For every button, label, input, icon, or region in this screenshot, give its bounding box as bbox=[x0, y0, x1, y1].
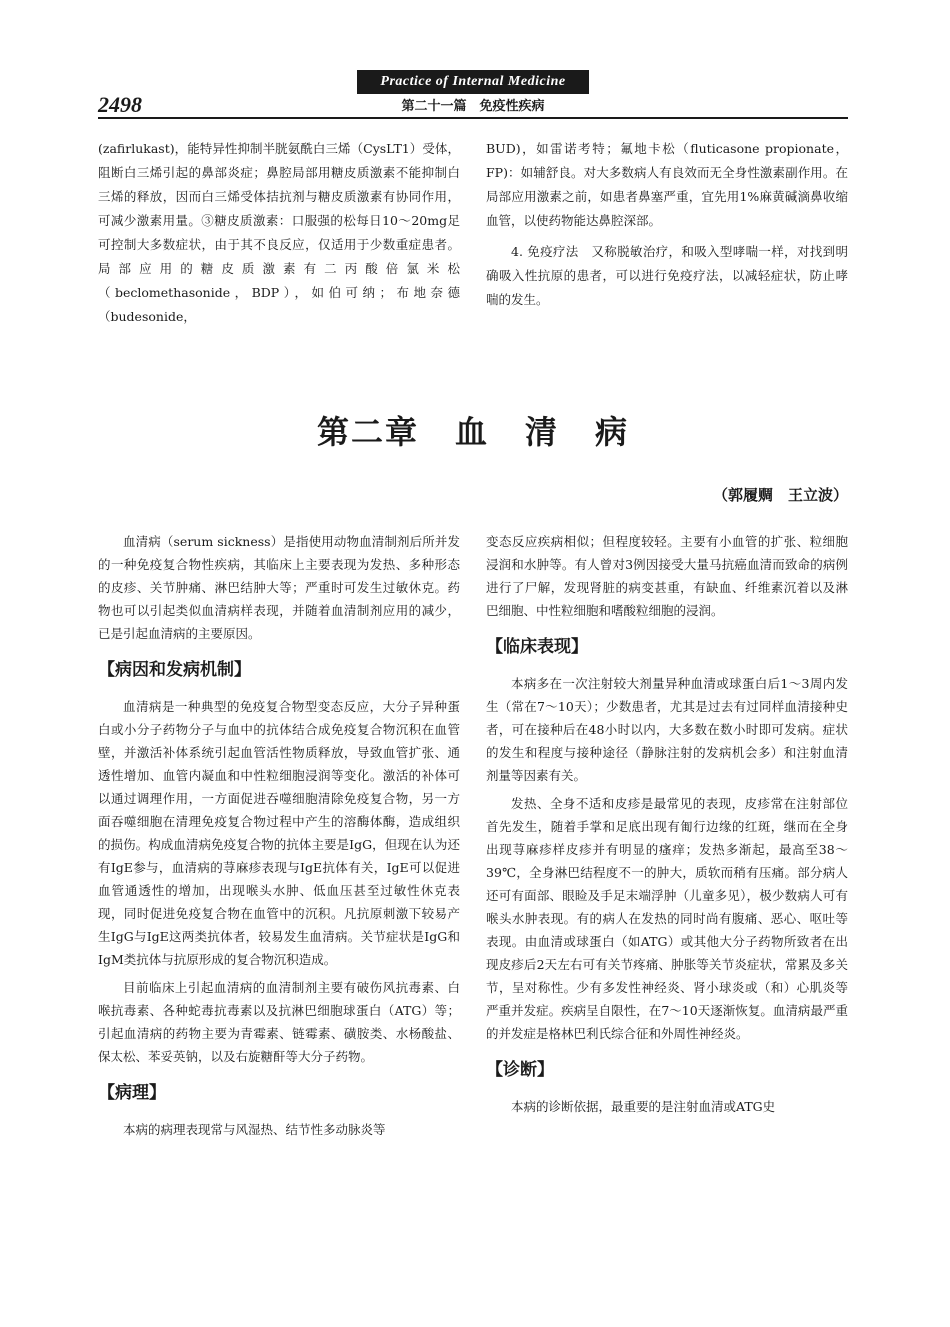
clinical-paragraph-2: 发热、全身不适和皮疹是最常见的表现，皮疹常在注射部位首先发生，随着手掌和足底出现有匍行边缘的红斑，继而在全身出现荨麻疹样皮疹并有明显的瘙痒；发热多渐起，最高至38～39℃，全身淋巴结程度不一的肿大，质软而稍有压痛。部分病人还可有面部、眼睑及手足末端浮肿（儿童多见），极少数病人可有喉头水肿表现。有的病人在发热的同时尚有腹痛、恶心、呕吐等表现。由血清或球蛋白（如ATG）或其他大分子药物所致者在出现皮疹后2天左右可有关节疼痛、肿胀等关节炎症状，常累及多关节，呈对称性。少有多发性神经炎、肾小球炎或（和）心肌炎等严重并发症。疾病呈自限性，在7～10天逐渐恢复。血清病最严重的并发症是格林巴利氏综合征和外周性神经炎。 bbox=[486, 796, 848, 1041]
chapter-authors: （郭履赒 王立波） bbox=[712, 486, 848, 504]
etiology-paragraph-1: 血清病是一种典型的免疫复合物型变态反应，大分子异种蛋白或小分子药物分子与血中的抗体结合成免疫复合物沉积在血管壁，并激活补体系统引起血管活性物质释放，导致血管扩张、通透性增加、血管内凝血和中性粒细胞浸润等变化。激活的补体可以通过调理作用，一方面促进吞噬细胞清除免疫复合物，另一方面吞噬细胞在清理免疫复合物过程中产生的溶酶体酶，造成组织的损伤。构成血清病免疫复合物的抗体主要是IgG，但现在认为还有IgE参与，血清病的荨麻疹表现与IgE抗体有关，IgE可以促进血管通透性的增加，出现喉头水肿、低血压甚至过敏性休克表现，同时促进免疫复合物在血管中的沉积。凡抗原刺激下较易产生IgG与IgE这两类抗体者，较易发生血清病。关节症状是IgG和IgM类抗体与抗原形成的复合物沉积造成。 bbox=[98, 699, 460, 967]
chapter-char-1: 血 bbox=[454, 413, 489, 451]
heading-diagnosis: 【诊断】 bbox=[486, 1060, 554, 1080]
page-number: 2498 bbox=[98, 92, 142, 117]
left-column bbox=[98, 530, 460, 1141]
diagnosis-paragraph-start: 本病的诊断依据，最重要的是注射血清或ATG史 bbox=[511, 1099, 776, 1114]
pathology-paragraph-start: 本病的病理表现常与风湿热、结节性多动脉炎等 bbox=[123, 1122, 386, 1137]
clinical-paragraph-1: 本病多在一次注射较大剂量异种血清或球蛋白后1～3周内发生（常在7～10天）；少数患者，尤其是过去有过同样血清接种史者，可在接种后在48小时以内，大多数在数小时即可发病。症状的发生和程度与接种途径（静脉注射的发病机会多）和注射血清剂量等因素有关。 bbox=[486, 676, 848, 783]
chapter-number: 第二章 bbox=[316, 413, 419, 451]
heading-etiology: 【病因和发病机制】 bbox=[98, 660, 251, 680]
top-left-column bbox=[98, 137, 460, 329]
top-left-paragraph: (zafirlukast)，能特异性抑制半胱氨酰白三烯（CysLT1）受体，阻断白三烯引起的鼻部炎症；鼻腔局部用糖皮质激素不能抑制白三烯的释放，因而白三烯受体拮抗剂与糖皮质激素有协同作用，可减少激素用量。③糖皮质激素：口服强的松每日10～20mg足可控制大多数症状，由于其不良反应，仅适用于少数重症患者。局部应用的糖皮质激素有二丙酸倍氯米松（beclomethasonide，BDP），如伯可纳；布地奈德（budesonide， bbox=[98, 141, 460, 324]
top-right-paragraph-1: BUD)，如雷诺考特；氟地卡松（fluticasone propionate，FP)：如辅舒良。对大多数病人有良效而无全身性激素副作用。在局部应用激素之前，如患者鼻塞严重，宜先用1%麻黄碱滴鼻收缩血管，以使药物能达鼻腔深部。 bbox=[486, 141, 848, 228]
header-rule bbox=[98, 117, 848, 119]
chapter-char-3: 病 bbox=[595, 413, 630, 451]
pathology-paragraph-cont: 变态反应疾病相似；但程度较轻。主要有小血管的扩张、粒细胞浸润和水肿等。有人曾对3例因接受大量马抗癌血清而致命的病例进行了尸解，发现肾脏的病变甚重，有缺血、纤维素沉着以及淋巴细胞、中性粒细胞和嗜酸粒细胞的浸润。 bbox=[486, 534, 848, 618]
intro-paragraph: 血清病（serum sickness）是指使用动物血清制剂后所并发的一种免疫复合物性疾病，其临床上主要表现为发热、多种形态的皮疹、关节肿痛、淋巴结肿大等；严重时可发生过敏休克。药物也可以引起类似血清病样表现，并随着血清制剂应用的减少，已是引起血清病的主要原因。 bbox=[98, 534, 460, 641]
top-right-paragraph-2: 4. 免疫疗法 又称脱敏治疗，和吸入型哮喘一样，对找到明确吸入性抗原的患者，可以进行免疫疗法，以减轻症状，防止哮喘的发生。 bbox=[486, 244, 848, 307]
heading-clinical: 【临床表现】 bbox=[486, 637, 588, 657]
chapter-title bbox=[98, 410, 848, 454]
heading-pathology: 【病理】 bbox=[98, 1083, 166, 1103]
right-column bbox=[486, 530, 848, 1118]
section-title: 第二十一篇 免疫性疾病 bbox=[401, 99, 545, 114]
chapter-char-2: 清 bbox=[525, 413, 560, 451]
etiology-paragraph-2: 目前临床上引起血清病的血清制剂主要有破伤风抗毒素、白喉抗毒素、各种蛇毒抗毒素以及抗淋巴细胞球蛋白（ATG）等；引起血清病的药物主要为青霉素、链霉素、磺胺类、水杨酸盐、保太松、苯妥英钠，以及右旋糖酐等大分子药物。 bbox=[98, 980, 460, 1064]
top-right-column bbox=[486, 137, 848, 312]
journal-banner: Practice of Internal Medicine bbox=[357, 70, 589, 94]
